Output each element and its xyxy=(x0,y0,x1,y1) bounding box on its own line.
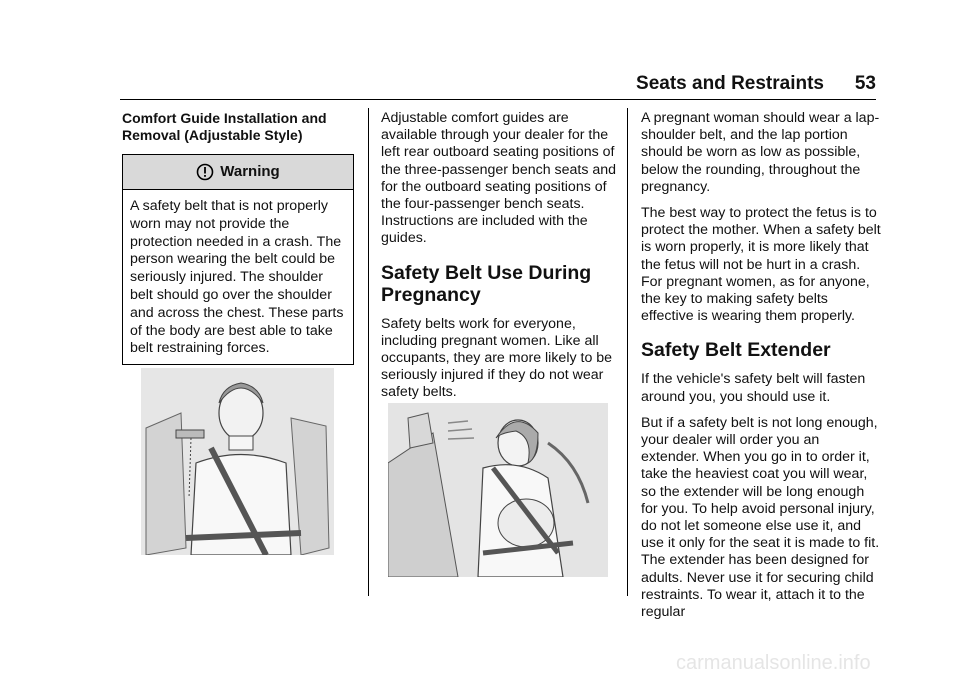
column-2 xyxy=(381,110,617,411)
section-title: Seats and Restraints xyxy=(636,73,824,94)
fetus-protection-paragraph: The best way to protect the fetus is to protect the mother. When a safety belt is worn properly, it is more likely that the fetus will not be hurt in a crash. For pregnant women, as for anyone, the key to making safety belts effective is wearing them properly. xyxy=(641,205,881,325)
extender-paragraph-2: But if a safety belt is not long enough, your dealer will order you an extender. When you go in to order it, take the heaviest coat you will wear, so the extender will be long enough for you. To help avoid personal injury, do not let someone else use it, and use it only for the seat it is made to fit. The extender has been designed for adults. Never use it for securing child restraints. To wear it, attach it to the regular xyxy=(641,414,880,621)
svg-text:carmanualsonline.info: carmanualsonline.info xyxy=(676,652,871,674)
page-header xyxy=(120,73,876,97)
header-rule xyxy=(120,99,876,100)
section-heading-pregnancy: Safety Belt Use During Pregnancy xyxy=(381,261,592,306)
section-heading-extender: Safety Belt Extender xyxy=(641,339,831,362)
extender-paragraph-1: If the vehicle's safety belt will fasten around you, you should use it. xyxy=(641,371,866,405)
column-divider-1 xyxy=(368,108,369,596)
page-number: 53 xyxy=(854,73,876,94)
warning-header xyxy=(123,155,353,190)
comfort-guide-paragraph: Adjustable comfort guides are available through your dealer for the left rear outboard seating positions of the three-passenger bench seats and for the outboard seating positions of the four-passenger bench seats. Instructions are included with the guides. xyxy=(381,110,617,247)
comfort-guide-illustration xyxy=(141,368,334,555)
warning-icon xyxy=(196,163,214,181)
warning-text: A safety belt that is not properly worn may not provide the protection needed in a crash. The person wearing the belt could be seriously injured. The shoulder belt should go over the shoulder and across the chest. These parts of the body are best able to take belt restraining forces. xyxy=(130,198,344,357)
subheading: Comfort Guide Installation and Removal (Adjustable Style) xyxy=(122,110,327,143)
pregnant-woman-illustration xyxy=(388,403,608,577)
warning-box xyxy=(122,154,354,365)
warning-title: Warning xyxy=(220,163,280,181)
column-divider-2 xyxy=(627,108,628,596)
pregnancy-paragraph: Safety belts work for everyone, including pregnant women. Like all occupants, they are more likely to be seriously injured if they do not wear safety belts. xyxy=(381,315,613,401)
pregnancy-belt-paragraph: A pregnant woman should wear a lap-shoulder belt, and the lap portion should be worn as low as possible, below the rounding, throughout the pregnancy. xyxy=(641,110,880,195)
column-1 xyxy=(122,110,358,365)
column-3 xyxy=(641,110,881,630)
